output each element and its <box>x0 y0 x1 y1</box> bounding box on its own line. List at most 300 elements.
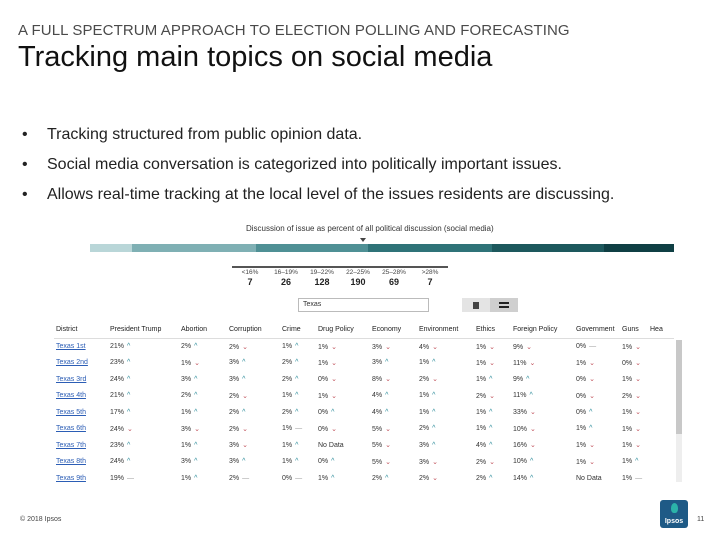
column-header[interactable]: Drug Policy <box>316 322 370 338</box>
trend-up-icon: ^ <box>385 359 389 367</box>
cell-value: 2% <box>181 343 192 350</box>
trend-down-icon: ⌄ <box>385 442 391 450</box>
table-cell <box>511 371 574 388</box>
table-cell <box>511 454 574 471</box>
table-cell <box>370 437 417 454</box>
cell-value: 4% <box>372 408 383 416</box>
table-cell <box>280 338 316 355</box>
table-cell <box>227 454 280 471</box>
trend-down-icon: ⌄ <box>589 376 595 384</box>
table-cell <box>227 404 280 421</box>
table-cell <box>648 470 674 487</box>
cell-value: 1% <box>181 359 192 367</box>
cell-value: 3% <box>181 425 192 433</box>
trend-down-icon: ⌄ <box>589 458 595 466</box>
cell-value: 2% <box>181 392 192 400</box>
table-cell <box>648 371 674 388</box>
district-link[interactable]: Texas 2nd <box>56 359 88 367</box>
table-cell <box>370 338 417 355</box>
table-cell <box>227 437 280 454</box>
slide-kicker: A FULL SPECTRUM APPROACH TO ELECTION POLLING AND FORECASTING <box>18 22 570 39</box>
trend-up-icon: ^ <box>242 458 246 466</box>
cell-value: 1% <box>476 359 487 367</box>
scale-segment[interactable] <box>256 244 368 252</box>
table-cell <box>370 421 417 438</box>
table-cell <box>108 421 179 438</box>
trend-up-icon: ^ <box>194 474 198 482</box>
cell-value: 0% <box>576 408 587 416</box>
cell-value: 5% <box>372 442 383 450</box>
table-row <box>54 371 674 388</box>
table-cell <box>511 421 574 438</box>
table-cell <box>648 355 674 372</box>
table-cell <box>370 388 417 405</box>
table-cell <box>511 388 574 405</box>
table-cell <box>574 338 620 355</box>
table-cell <box>108 454 179 471</box>
table-cell <box>574 371 620 388</box>
trend-down-icon: ⌄ <box>635 442 641 450</box>
bin-range: 25–28% <box>382 269 406 276</box>
district-search-input[interactable]: Texas <box>298 298 429 312</box>
trend-up-icon: ^ <box>489 425 493 433</box>
trend-up-icon: ^ <box>127 408 131 416</box>
cell-value: 2% <box>229 474 240 482</box>
cell-value: 3% <box>372 359 383 367</box>
cell-value: 3% <box>419 441 430 449</box>
table-row <box>54 421 674 438</box>
table-cell <box>511 338 574 355</box>
cell-value: 0% <box>282 474 293 482</box>
scale-segment[interactable] <box>368 244 492 252</box>
table-cell <box>648 388 674 405</box>
trend-up-icon: ^ <box>127 375 131 383</box>
cell-value: 0% <box>318 425 329 433</box>
trend-up-icon: ^ <box>295 408 299 416</box>
table-cell <box>474 388 511 405</box>
cell-value: 3% <box>181 458 192 466</box>
distribution-bin[interactable] <box>268 266 304 287</box>
cell-value: 23% <box>110 359 125 367</box>
table-cell <box>179 470 227 487</box>
column-header[interactable]: Ethics <box>474 322 511 338</box>
cell-value: 1% <box>282 441 293 449</box>
cell-value: 2% <box>622 392 633 400</box>
trend-up-icon: ^ <box>127 392 131 400</box>
trend-down-icon: ⌄ <box>530 409 536 417</box>
trend-up-icon: ^ <box>385 392 389 400</box>
trend-up-icon: ^ <box>489 408 493 416</box>
table-scrollbar[interactable] <box>676 340 682 482</box>
scale-segment[interactable] <box>132 244 256 252</box>
table-cell <box>280 437 316 454</box>
trend-up-icon: ^ <box>194 375 198 383</box>
trend-up-icon: ^ <box>295 458 299 466</box>
table-cell <box>227 470 280 487</box>
trend-down-icon: ⌄ <box>127 425 133 433</box>
cell-value: 2% <box>372 474 383 482</box>
bin-range: <16% <box>241 269 259 276</box>
column-header[interactable]: Hea <box>648 322 674 338</box>
trend-up-icon: ^ <box>432 392 436 400</box>
trend-down-icon: ⌄ <box>194 359 200 367</box>
bin-count: 26 <box>280 277 291 287</box>
cell-value: 19% <box>110 474 125 482</box>
column-header[interactable]: Corruption <box>227 322 280 338</box>
cell-value: 1% <box>419 359 430 367</box>
trend-down-icon: ⌄ <box>489 458 495 466</box>
color-scale-bar[interactable] <box>90 244 674 252</box>
trend-down-icon: ⌄ <box>635 425 641 433</box>
table-cell <box>108 437 179 454</box>
district-link[interactable]: Texas 5th <box>56 408 86 416</box>
trend-up-icon: ^ <box>331 474 335 482</box>
cell-value: 2% <box>282 375 293 383</box>
cell-value: 1% <box>622 376 633 384</box>
cell-value: 0% <box>318 458 329 466</box>
table-cell <box>620 437 648 454</box>
table-cell <box>316 371 370 388</box>
trend-up-icon: ^ <box>127 441 131 449</box>
cell-value: 1% <box>282 458 293 466</box>
scrollbar-thumb[interactable] <box>676 340 682 434</box>
map-view-button[interactable] <box>462 298 490 312</box>
table-cell <box>474 404 511 421</box>
slide-title: Tracking main topics on social media <box>18 41 493 73</box>
table-row <box>54 470 674 487</box>
cell-value: 1% <box>576 359 587 367</box>
trend-up-icon: ^ <box>295 441 299 449</box>
cell-value: 2% <box>476 474 487 482</box>
trend-up-icon: ^ <box>635 458 639 466</box>
trend-down-icon: ⌄ <box>635 359 641 367</box>
trend-down-icon: ⌄ <box>589 392 595 400</box>
table-cell <box>417 371 474 388</box>
table-cell <box>316 355 370 372</box>
cell-value: 24% <box>110 458 125 466</box>
distribution-bin[interactable] <box>340 266 376 287</box>
cell-value: 0% <box>622 359 633 367</box>
cell-value: 1% <box>282 392 293 400</box>
trend-up-icon: ^ <box>385 408 389 416</box>
view-toggle[interactable] <box>462 298 518 312</box>
cell-value: 16% <box>513 442 528 450</box>
cell-value: 4% <box>419 343 430 351</box>
table-cell <box>316 454 370 471</box>
cell-value: No Data <box>318 441 344 449</box>
scale-segment[interactable] <box>604 244 674 252</box>
trend-up-icon: ^ <box>295 375 299 383</box>
trend-up-icon: ^ <box>589 408 593 416</box>
column-header[interactable]: Abortion <box>179 322 227 338</box>
cell-value: 24% <box>110 425 125 433</box>
table-cell <box>417 421 474 438</box>
caret-down-icon[interactable] <box>360 238 366 242</box>
cell-value: 21% <box>110 343 125 350</box>
trend-flat-icon: — <box>295 474 303 482</box>
cell-value: 1% <box>576 442 587 450</box>
table-cell <box>648 437 674 454</box>
table-cell <box>620 371 648 388</box>
column-header[interactable]: Crime <box>280 322 316 338</box>
trend-flat-icon: — <box>242 474 250 482</box>
table-cell <box>280 371 316 388</box>
table-icon <box>499 302 509 308</box>
cell-value: 2% <box>419 425 430 433</box>
table-cell <box>474 338 511 355</box>
table-cell <box>648 454 674 471</box>
table-cell <box>620 454 648 471</box>
table-cell <box>108 338 179 355</box>
trend-up-icon: ^ <box>530 458 534 466</box>
table-cell <box>417 338 474 355</box>
cell-value: 1% <box>622 425 633 433</box>
table-cell <box>370 454 417 471</box>
table-cell <box>574 421 620 438</box>
trend-down-icon: ⌄ <box>331 343 337 351</box>
district-link[interactable]: Texas 8th <box>56 458 86 466</box>
cell-value: 33% <box>513 409 528 417</box>
cell-value: 14% <box>513 474 528 482</box>
table-cell <box>370 371 417 388</box>
trend-up-icon: ^ <box>295 343 299 350</box>
district-link[interactable]: Texas 4th <box>56 392 86 400</box>
table-cell <box>108 371 179 388</box>
trend-up-icon: ^ <box>432 425 436 433</box>
trend-down-icon: ⌄ <box>385 376 391 384</box>
table-row <box>54 355 674 372</box>
table-row <box>54 388 674 405</box>
cell-value: 9% <box>513 343 524 351</box>
table-cell <box>417 355 474 372</box>
table-row <box>54 437 674 454</box>
trend-up-icon: ^ <box>589 425 593 433</box>
cell-value: 2% <box>229 425 240 433</box>
bullet-list <box>22 120 614 210</box>
column-header[interactable]: President Trump <box>108 322 179 338</box>
trend-up-icon: ^ <box>295 359 299 367</box>
table-cell <box>316 404 370 421</box>
trend-down-icon: ⌄ <box>529 359 536 367</box>
cell-value: 10% <box>513 425 528 433</box>
column-header[interactable]: Foreign Policy <box>511 322 574 338</box>
table-cell <box>280 470 316 487</box>
cell-value: 2% <box>419 475 430 483</box>
trend-up-icon: ^ <box>242 375 246 383</box>
trend-up-icon: ^ <box>489 441 493 449</box>
cell-value: No Data <box>576 474 602 482</box>
bullet-item: • Tracking structured from public opinion data. <box>22 126 363 143</box>
column-header[interactable]: District <box>54 322 108 338</box>
trend-down-icon: ⌄ <box>530 442 536 450</box>
trend-down-icon: ⌄ <box>589 359 595 367</box>
logo-leaf-icon <box>671 503 678 513</box>
bin-range: 22–25% <box>346 269 370 276</box>
district-link[interactable]: Texas 3rd <box>56 375 87 383</box>
trend-up-icon: ^ <box>529 392 533 400</box>
table-cell <box>280 454 316 471</box>
trend-down-icon: ⌄ <box>242 425 248 433</box>
cell-value: 5% <box>372 425 383 433</box>
table-cell <box>574 437 620 454</box>
table-cell <box>574 404 620 421</box>
table-cell <box>179 371 227 388</box>
cell-value: 1% <box>622 458 633 466</box>
trend-down-icon: ⌄ <box>489 343 495 351</box>
trend-up-icon: ^ <box>194 408 198 416</box>
bin-count: 128 <box>314 277 330 287</box>
trend-down-icon: ⌄ <box>635 409 641 417</box>
cell-value: 3% <box>181 375 192 383</box>
cell-value: 1% <box>181 474 192 482</box>
cell-value: 1% <box>419 408 430 416</box>
table-cell <box>574 388 620 405</box>
column-header[interactable]: Economy <box>370 322 417 338</box>
table-row <box>54 454 674 471</box>
column-header[interactable]: Government <box>574 322 620 338</box>
distribution-bin[interactable] <box>232 266 268 287</box>
table-cell <box>227 388 280 405</box>
cell-value: 3% <box>229 375 240 383</box>
trend-down-icon: ⌄ <box>432 343 438 351</box>
scale-segment[interactable] <box>492 244 604 252</box>
cell-value: 11% <box>513 359 527 367</box>
trend-up-icon: ^ <box>432 441 436 449</box>
cell-value: 2% <box>229 343 240 351</box>
distribution-bin[interactable] <box>412 266 448 287</box>
bullet-text: Social media conversation is categorized into politically important issues. <box>47 156 562 173</box>
scale-segment[interactable] <box>90 244 132 252</box>
trend-flat-icon: — <box>635 474 643 482</box>
table-cell <box>417 470 474 487</box>
cell-value: 3% <box>229 458 240 466</box>
cell-value: 1% <box>318 359 329 367</box>
table-cell <box>108 355 179 372</box>
table-cell <box>620 355 648 372</box>
table-cell <box>511 355 574 372</box>
bullet-item: • Allows real-time tracking at the local level of the issues residents are discussing. <box>22 186 615 203</box>
table-cell <box>370 470 417 487</box>
table-cell <box>474 371 511 388</box>
column-header[interactable]: Guns <box>620 322 648 338</box>
cell-value: 2% <box>476 458 487 466</box>
table-cell <box>316 421 370 438</box>
cell-value: 1% <box>622 343 633 351</box>
trend-up-icon: ^ <box>385 474 389 482</box>
cell-value: 2% <box>229 408 240 416</box>
color-scale-title: Discussion of issue as percent of all political discussion (social media) <box>246 224 494 233</box>
trend-flat-icon: — <box>295 425 303 433</box>
trend-up-icon: ^ <box>331 458 335 466</box>
bin-range: >28% <box>421 269 439 276</box>
issues-table <box>54 322 674 487</box>
bullet-text: Allows real-time tracking at the local level of the issues residents are discussing. <box>47 186 615 203</box>
trend-down-icon: ⌄ <box>635 343 641 351</box>
table-cell <box>620 470 648 487</box>
district-link[interactable]: Texas 6th <box>56 425 86 433</box>
trend-up-icon: ^ <box>526 375 530 383</box>
cell-value: 17% <box>110 408 125 416</box>
trend-up-icon: ^ <box>127 359 131 367</box>
table-cell <box>620 404 648 421</box>
table-cell <box>648 404 674 421</box>
distribution-bin[interactable] <box>304 266 340 287</box>
table-cell <box>179 388 227 405</box>
district-link[interactable]: Texas 7th <box>56 441 86 449</box>
trend-down-icon: ⌄ <box>331 425 337 433</box>
table-cell <box>227 355 280 372</box>
cell-value: 3% <box>372 343 383 351</box>
table-cell <box>316 388 370 405</box>
trend-down-icon: ⌄ <box>489 359 495 367</box>
table-cell <box>574 355 620 372</box>
table-cell <box>511 404 574 421</box>
cell-value: 2% <box>282 408 293 416</box>
trend-up-icon: ^ <box>489 474 493 482</box>
trend-up-icon: ^ <box>295 392 299 400</box>
trend-down-icon: ⌄ <box>242 442 248 450</box>
trend-up-icon: ^ <box>432 359 436 367</box>
table-cell <box>179 421 227 438</box>
bin-range: 16–19% <box>274 269 298 276</box>
cell-value: 24% <box>110 375 125 383</box>
cell-value: 1% <box>576 458 587 466</box>
table-cell <box>316 338 370 355</box>
cell-value: 8% <box>372 376 383 384</box>
bin-count: 190 <box>350 277 366 287</box>
cell-value: 1% <box>476 425 487 433</box>
cell-value: 1% <box>318 343 329 351</box>
cell-value: 9% <box>513 375 524 383</box>
district-link[interactable]: Texas 9th <box>56 474 86 482</box>
table-cell <box>179 355 227 372</box>
trend-down-icon: ⌄ <box>331 359 337 367</box>
table-cell <box>620 338 648 355</box>
table-cell <box>370 355 417 372</box>
distribution-bins <box>232 266 448 287</box>
table-cell <box>620 421 648 438</box>
trend-down-icon: ⌄ <box>385 343 391 351</box>
table-view-button[interactable] <box>490 298 518 312</box>
map-icon <box>473 302 479 309</box>
cell-value: 11% <box>513 392 527 400</box>
cell-value: 21% <box>110 392 125 400</box>
table-cell <box>648 421 674 438</box>
trend-up-icon: ^ <box>242 359 246 367</box>
cell-value: 1% <box>622 409 633 417</box>
column-header[interactable]: Environment <box>417 322 474 338</box>
table-cell <box>179 338 227 355</box>
table-cell <box>280 355 316 372</box>
trend-up-icon: ^ <box>432 408 436 416</box>
trend-up-icon: ^ <box>127 343 131 350</box>
table-cell <box>511 437 574 454</box>
trend-flat-icon: — <box>127 474 135 482</box>
table-cell <box>179 404 227 421</box>
trend-down-icon: ⌄ <box>635 376 641 384</box>
cell-value: 1% <box>622 474 633 482</box>
table-cell <box>417 454 474 471</box>
cell-value: 2% <box>229 392 240 400</box>
cell-value: 4% <box>476 441 487 449</box>
bin-count: 7 <box>247 277 253 287</box>
district-link[interactable]: Texas 1st <box>56 343 86 350</box>
distribution-bin[interactable] <box>376 266 412 287</box>
cell-value: 3% <box>229 359 240 367</box>
cell-value: 1% <box>318 474 329 482</box>
cell-value: 1% <box>576 425 587 433</box>
cell-value: 1% <box>419 392 430 400</box>
